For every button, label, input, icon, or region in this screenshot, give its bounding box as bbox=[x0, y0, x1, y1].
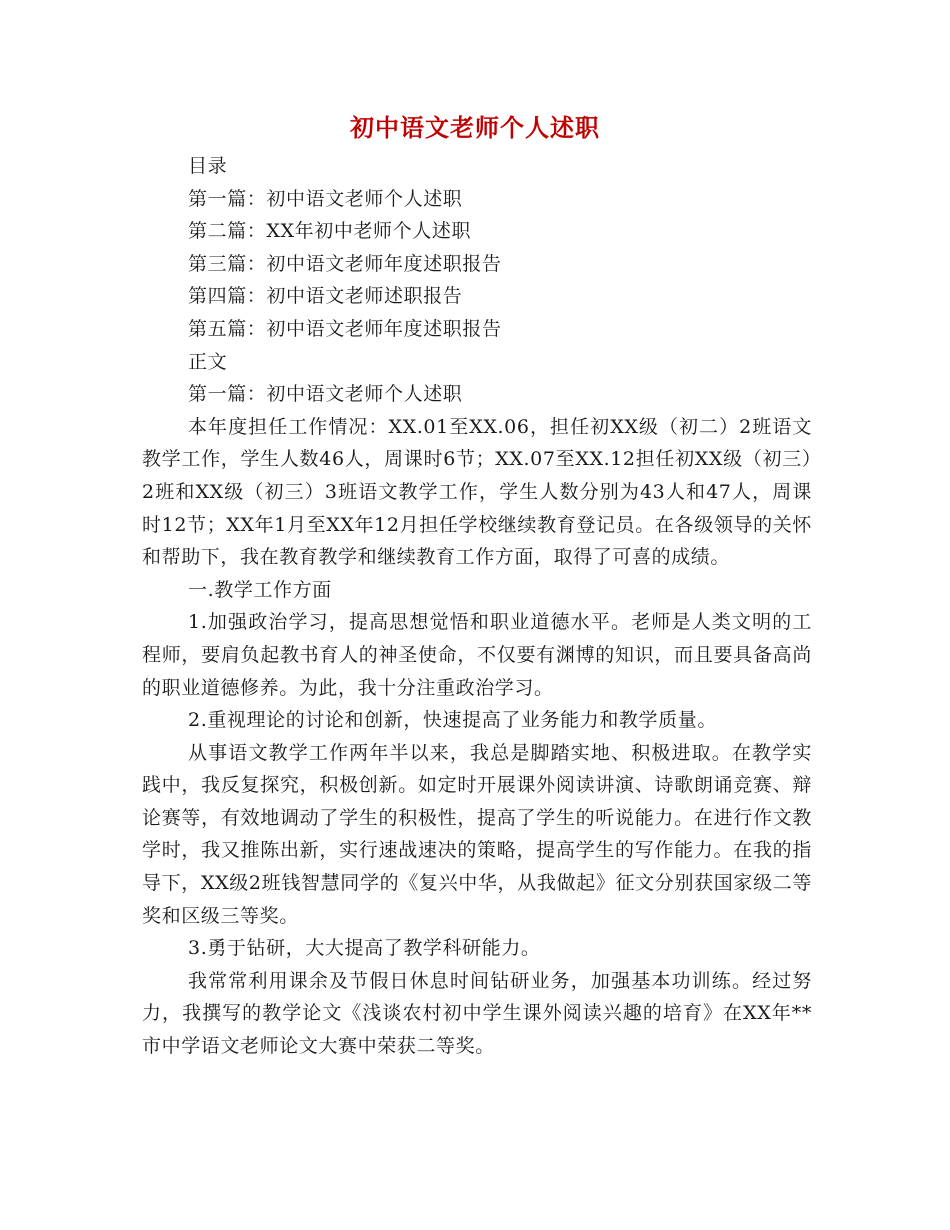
paragraph-teaching-practice: 从事语文教学工作两年半以来，我总是脚踏实地、积极进取。在教学实践中，我反复探究，积极创新。如定时开展课外阅读讲演、诗歌朗诵竞赛、辩论赛等，有效地调动了学生的积极性，提高了学生的听说能力。在进行作文教学时，我又推陈出新，实行速战速决的策略，提高学生的写作能力。在我的指导下，XX级2班钱智慧同学的《复兴中华，从我做起》征文分别获国家级二等奖和区级三等奖。 bbox=[142, 741, 812, 927]
toc-item-2: 第二篇：XX年初中老师个人述职 bbox=[188, 220, 472, 243]
toc-item-4: 第四篇：初中语文老师述职报告 bbox=[188, 285, 463, 308]
toc-item-5: 第五篇：初中语文老师年度述职报告 bbox=[188, 317, 502, 340]
paragraph-teaching-heading: 一.教学工作方面 bbox=[188, 578, 332, 601]
document-body bbox=[142, 150, 812, 1063]
toc-item-1: 第一篇：初中语文老师个人述职 bbox=[188, 187, 463, 210]
body-heading: 正文 bbox=[188, 350, 228, 373]
paragraph-research-detail: 我常常利用课余及节假日休息时间钻研业务，加强基本功训练。经过努力，我撰写的教学论文《浅谈农村初中学生课外阅读兴趣的培育》在XX年**市中学语文老师论文大赛中荣获二等奖。 bbox=[142, 969, 812, 1058]
section-heading: 第一篇：初中语文老师个人述职 bbox=[188, 383, 463, 406]
paragraph-political-study: 1.加强政治学习，提高思想觉悟和职业道德水平。老师是人类文明的工程师，要肩负起教书育人的神圣使命，不仅要有渊博的知识，而且要具备高尚的职业道德修养。为此，我十分注重政治学习。 bbox=[142, 611, 812, 699]
toc-item-3: 第三篇：初中语文老师年度述职报告 bbox=[188, 252, 502, 275]
paragraph-theory-innovation: 2.重视理论的讨论和创新，快速提高了业务能力和教学质量。 bbox=[188, 709, 717, 732]
toc-heading: 目录 bbox=[188, 155, 228, 177]
paragraph-research-heading: 3.勇于钻研，大大提高了教学科研能力。 bbox=[188, 937, 541, 960]
paragraph-work-overview: 本年度担任工作情况：XX.01至XX.06，担任初XX级（初二）2班语文教学工作，学生人数46人，周课时6节；XX.07至XX.12担任初XX级（初三）2班和XX级（初三）3班语文教学工作，学生人数分别为43人和47人，周课时12节；XX年1月至XX年12月担任学校继续教育登记员。在各级领导的关怀和帮助下，我在教育教学和继续教育工作方面，取得了可喜的成绩。 bbox=[142, 415, 812, 569]
document-title: 初中语文老师个人述职 bbox=[350, 113, 600, 142]
